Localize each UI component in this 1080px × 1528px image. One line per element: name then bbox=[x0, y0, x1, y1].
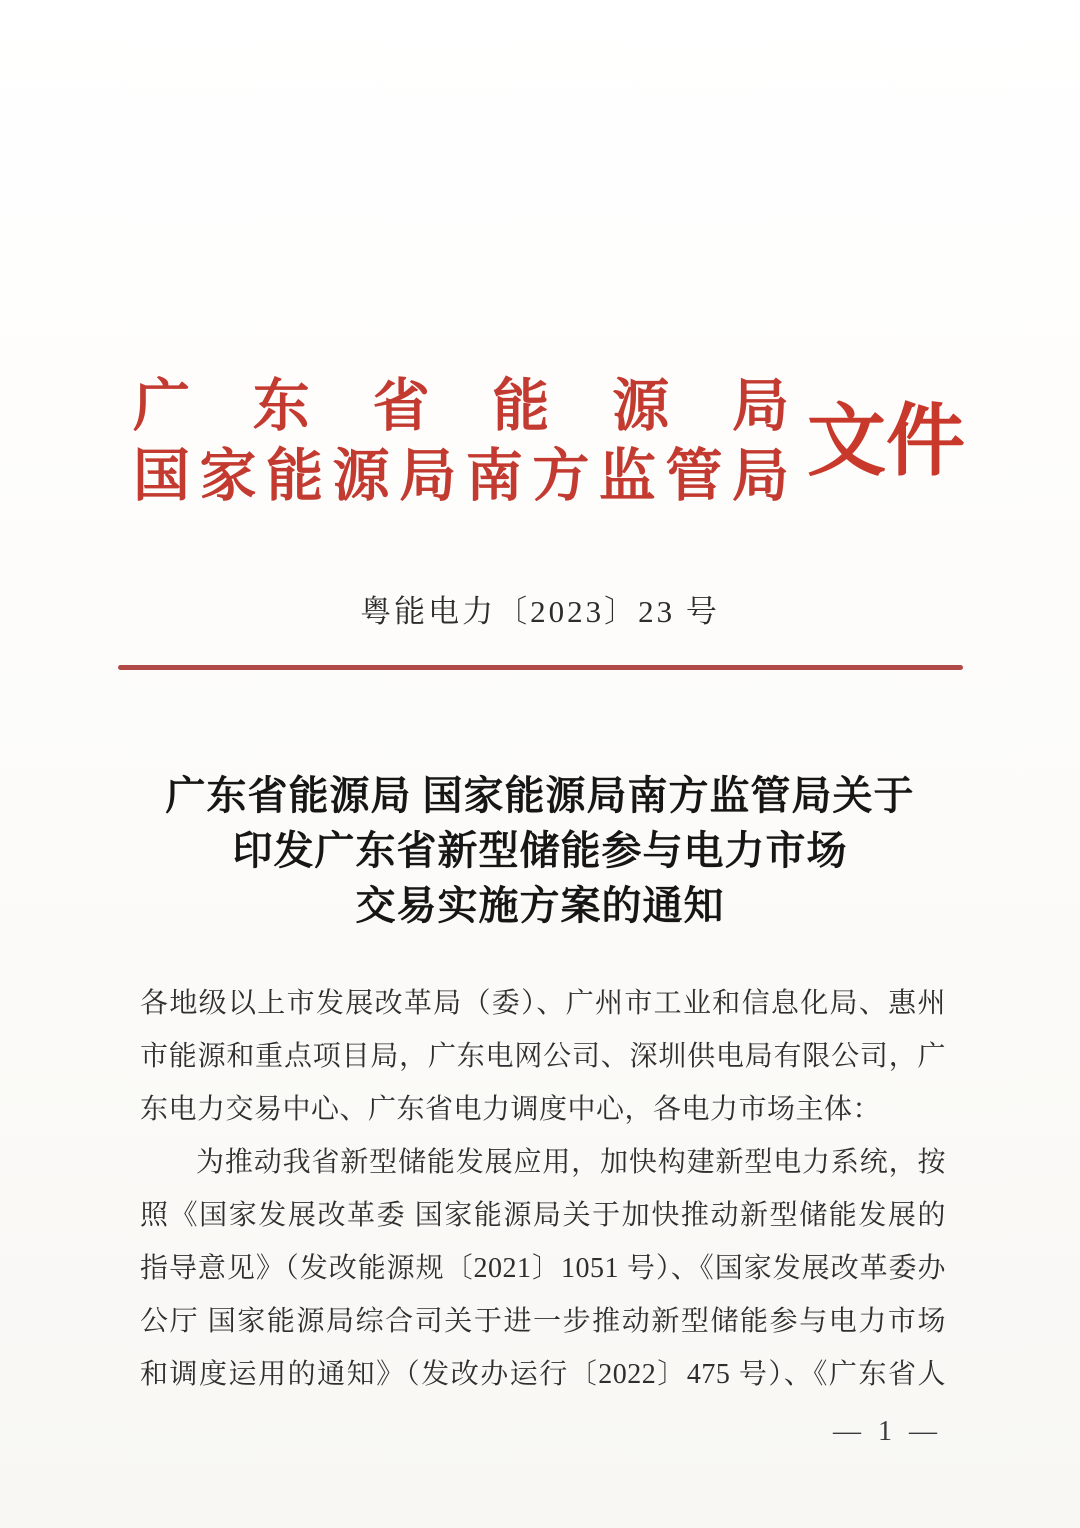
body-line: 市能源和重点项目局，广东电网公司、深圳供电局有限公司，广 bbox=[140, 1041, 946, 1072]
body-line: 公厅 国家能源局综合司关于进一步推动新型储能参与电力市场 bbox=[140, 1306, 946, 1337]
agency-name-guangdong-energy-bureau: 广东省能源局 bbox=[133, 375, 789, 438]
body-line: 为推动我省新型储能发展应用，加快构建新型电力系统，按 bbox=[196, 1147, 946, 1178]
recipients-paragraph bbox=[140, 977, 946, 1136]
body-line: 和调度运用的通知》（发改办运行〔2022〕475 号）、《广东省人 bbox=[140, 1359, 946, 1390]
document-title bbox=[0, 768, 1080, 933]
agency-name-nea-southern-regulatory-bureau: 国家能源局南方监管局 bbox=[133, 445, 789, 508]
body-line: 各地级以上市发展改革局（委）、广州市工业和信息化局、惠州 bbox=[140, 988, 946, 1019]
title-line-2: 印发广东省新型储能参与电力市场 bbox=[232, 828, 848, 873]
title-line-1: 广东省能源局 国家能源局南方监管局关于 bbox=[165, 773, 915, 818]
title-line-3: 交易实施方案的通知 bbox=[355, 883, 725, 928]
document-type-label: 文件 bbox=[807, 398, 965, 486]
issuing-agencies bbox=[133, 372, 789, 512]
red-divider-line bbox=[118, 665, 963, 670]
preamble-paragraph bbox=[140, 1136, 946, 1401]
page-number: — 1 — bbox=[833, 1416, 942, 1447]
body-line: 照《国家发展改革委 国家能源局关于加快推动新型储能发展的 bbox=[140, 1200, 946, 1231]
body-line: 指导意见》（发改能源规〔2021〕1051 号）、《国家发展改革委办 bbox=[140, 1253, 946, 1284]
document-reference-number: 粤能电力〔2023〕23 号 bbox=[360, 594, 720, 629]
document-letterhead bbox=[133, 372, 965, 512]
body-line: 东电力交易中心、广东省电力调度中心，各电力市场主体： bbox=[140, 1094, 882, 1125]
document-body bbox=[140, 977, 946, 1401]
